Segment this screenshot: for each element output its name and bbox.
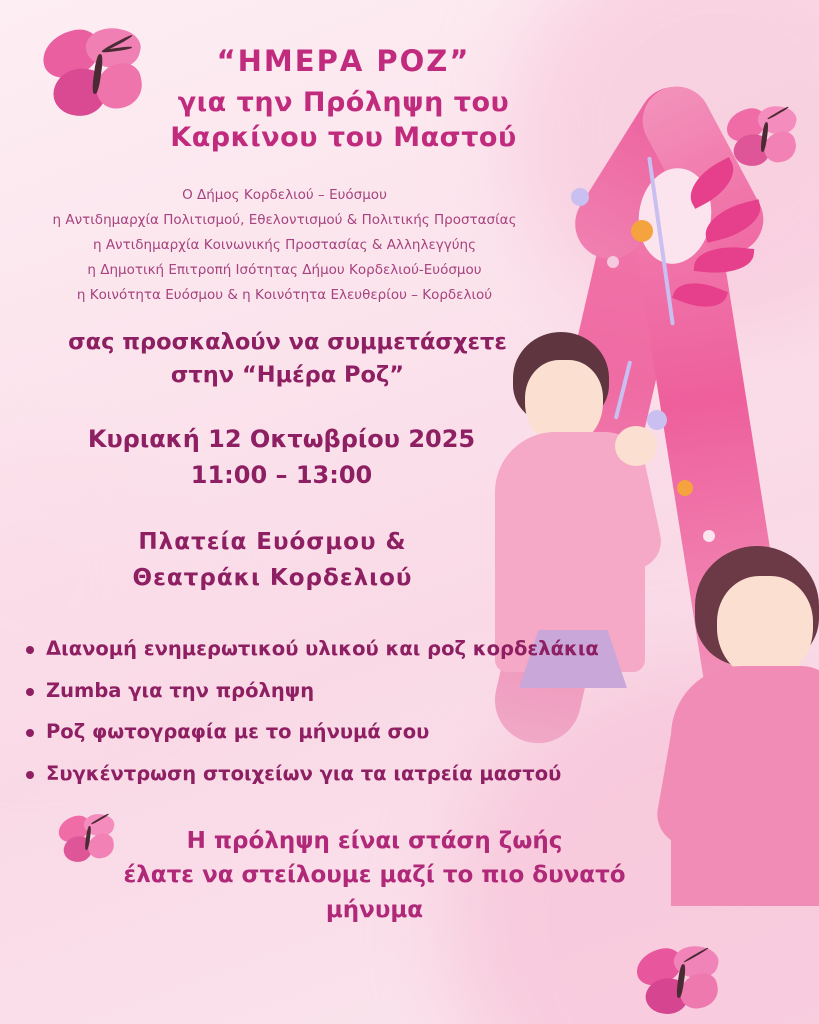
closing-line-2: έλατε να στείλουμε μαζί το πιο δυνατό [123,862,626,889]
bullet-dot-icon [26,771,34,779]
subtitle-line-2: Καρκίνου του Μαστού [170,121,517,153]
bullet-dot-icon [26,646,34,654]
list-item [26,636,699,661]
activities-list [0,636,819,785]
subtitle-line-1: για την Πρόληψη του [177,87,510,118]
invitation-text [0,326,819,391]
activity-label: Συγκέντρωση στοιχείων για τα ιατρεία μαστού [46,761,562,785]
organizer-item: η Κοινότητα Ευόσμου & η Κοινότητα Ελευθερίου – Κορδελιού [76,286,493,303]
activity-label: Διανομή ενημερωτικού υλικού και ροζ κορδελάκια [46,637,599,661]
list-item [26,761,699,786]
list-item [26,719,699,744]
invitation-line-1: σας προσκαλούν να συμμετάσχετε [68,328,507,355]
venue-line-1: Πλατεία Ευόσμου & [138,529,407,556]
activity-label: Zumba για την πρόληψη [46,678,315,702]
organizer-item: Ο Δήμος Κορδελιού – Ευόσμου [182,187,387,204]
title-block [0,44,819,155]
event-date: Κυριακή 12 Οκτωβρίου 2025 [87,425,476,454]
page-title: “ΗΜΕΡΑ ΡΟΖ” [216,44,471,78]
closing-line-1: Η πρόληψη είναι στάση ζωής [186,827,563,854]
venue-line-2: Θεατράκι Κορδελιού [132,564,413,591]
organizers-list [0,183,819,308]
closing-message [0,824,819,928]
organizer-item: η Αντιδημαρχία Πολιτισμού, Εθελοντισμού & Πολιτικής Προστασίας [52,212,517,229]
closing-line-3: μήνυμα [325,896,424,923]
bullet-dot-icon [26,688,34,696]
list-item [26,678,699,703]
event-time: 11:00 – 13:00 [190,461,373,490]
event-datetime [0,421,819,493]
bullet-dot-icon [26,729,34,737]
event-venue [0,525,819,596]
activity-label: Ροζ φωτογραφία με το μήνυμά σου [46,720,430,744]
organizer-item: η Δημοτική Επιτροπή Ισότητας Δήμου Κορδελιού-Ευόσμου [87,262,482,278]
organizer-item: η Αντιδημαρχία Κοινωνικής Προστασίας & Αλληλεγγύης [92,237,477,254]
invitation-line-2: στην “Ημέρα Ροζ” [170,361,405,388]
